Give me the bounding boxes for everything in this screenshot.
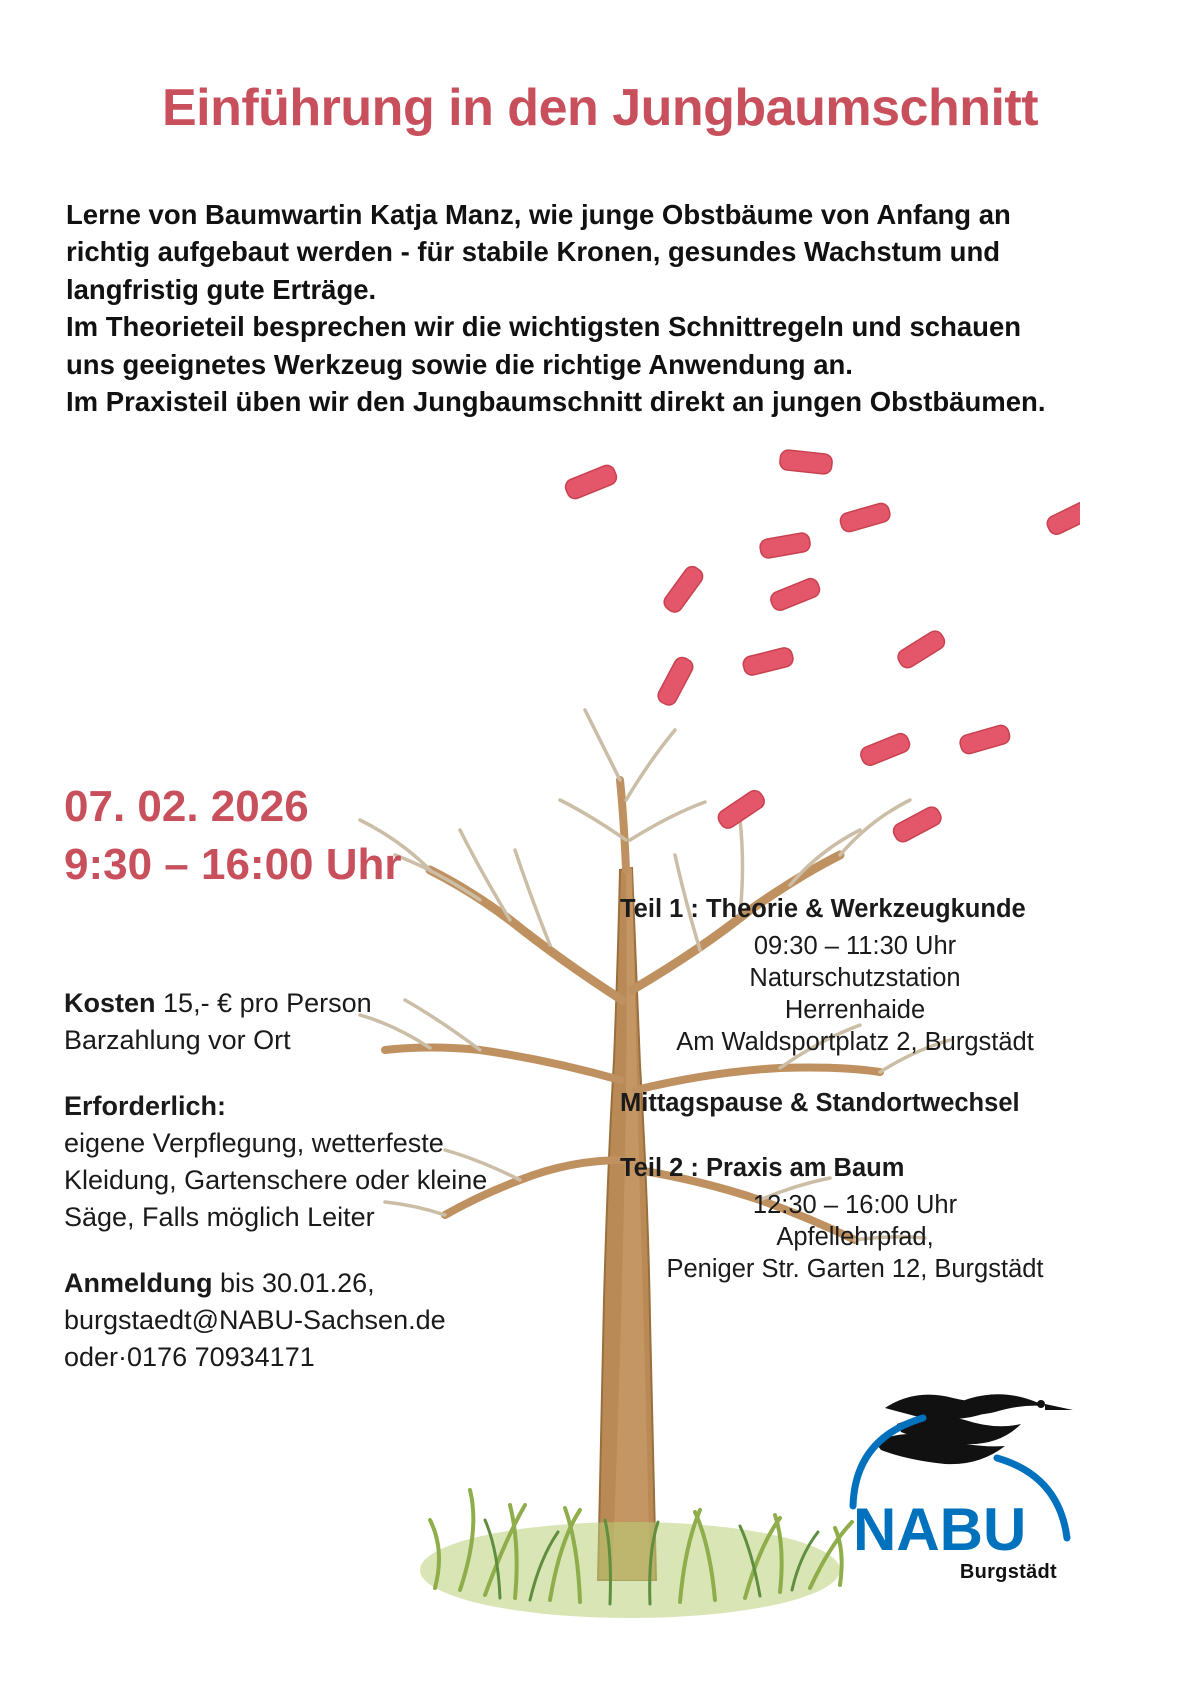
required-text: eigene Verpflegung, wetterfeste Kleidung, Gartenschere oder kleine Säge, Falls möglich Leiter [64,1127,488,1233]
registration-email[interactable]: burgstaedt@NABU-Sachsen.de [64,1304,446,1335]
registration-phone[interactable]: oder·0176 70934171 [64,1342,315,1372]
registration-block [64,1265,544,1377]
costs-value: 15,- € pro Person [163,988,372,1018]
schedule-part1-time: 09:30 – 11:30 Uhr [753,932,957,960]
schedule-part2-time: 12:30 – 16:00 Uhr [752,1190,958,1219]
schedule-part1-heading: Teil 1 : Theorie & Werkzeugkunde [620,895,1026,923]
intro-text [66,196,1076,420]
registration-deadline: bis 30.01.26, [220,1267,375,1298]
costs-line [64,985,544,1022]
stork-icon [875,1394,1073,1464]
registration-label: Anmeldung [64,1267,213,1298]
page-title: Einführung in den Jungbaumschnitt [161,79,1039,137]
nabu-logo-subtitle: Burgstädt [959,1561,1057,1583]
schedule-spacer-2 [620,1124,1090,1154]
costs-block [64,985,544,1060]
schedule-spacer [620,1059,1090,1089]
event-date-time [64,778,402,894]
schedule-part1-place-line1: Naturschutzstation [749,964,961,993]
costs-note: Barzahlung vor Ort [64,1025,291,1056]
intro-paragraph-3: Im Praxisteil üben wir den Jungbaumschnitt direkt an jungen Obstbäumen. [66,385,1046,417]
schedule-part2-place: Apfellehrpfad, [776,1222,934,1251]
event-time: 9:30 – 16:00 Uhr [64,840,402,890]
registration-line [64,1265,544,1302]
schedule-break-heading: Mittagspause & Standortwechsel [620,1088,1020,1117]
required-block [64,1088,544,1237]
schedule-part2-body [620,1189,1090,1285]
schedule-part1-body [620,930,1090,1059]
schedule-column [620,895,1090,1285]
nabu-wordmark: NABU [853,1496,1027,1563]
schedule-part2-address: Peniger Str. Garten 12, Burgstädt [666,1254,1044,1283]
event-date: 07. 02. 2026 [64,782,309,831]
schedule-part1-address: Am Waldsportplatz 2, Burgstädt [676,1028,1034,1057]
costs-label: Kosten [64,988,156,1018]
intro-paragraph-2: Im Theorieteil besprechen wir die wichtigsten Schnittregeln und schauen uns geeignetes Werkzeug sowie die richtige Anwendung an. [66,311,1022,380]
nabu-logo [845,1380,1075,1583]
required-label: Erforderlich: [64,1090,227,1121]
intro-paragraph-1: Lerne von Baumwartin Katja Manz, wie junge Obstbäume von Anfang an richtig aufgebaut werden - für stabile Kronen, gesundes Wachstum und langfristig gute Erträge. [66,199,1011,305]
details-left-column [64,985,544,1376]
schedule-part1-place-line2: Herrenhaide [784,996,926,1025]
schedule-part2-heading: Teil 2 : Praxis am Baum [620,1153,905,1182]
